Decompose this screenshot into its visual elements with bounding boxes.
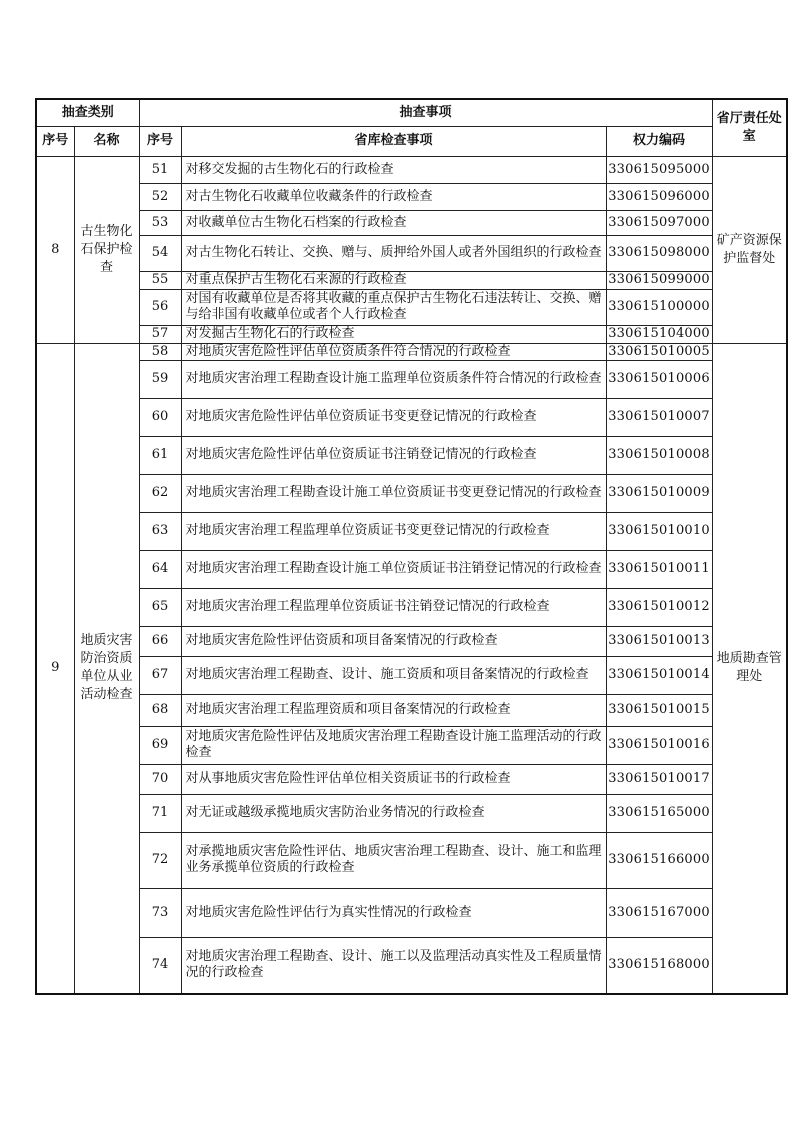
item-code: 330615168000 bbox=[606, 937, 712, 994]
item-text: 对无证或越级承揽地质灾害防治业务情况的行政检查 bbox=[181, 794, 606, 832]
group-dept: 矿产资源保护监督处 bbox=[712, 156, 787, 343]
header-matters: 抽查事项 bbox=[139, 99, 712, 126]
table-row bbox=[36, 183, 787, 210]
item-seq: 68 bbox=[139, 694, 181, 726]
item-text: 对地质灾害危险性评估行为真实性情况的行政检查 bbox=[181, 888, 606, 937]
item-code: 330615166000 bbox=[606, 832, 712, 888]
item-text: 对移交发掘的古生物化石的行政检查 bbox=[181, 156, 606, 183]
group-name: 古生物化石保护检查 bbox=[74, 156, 139, 343]
header-item: 省库检查事项 bbox=[181, 126, 606, 156]
table-row bbox=[36, 474, 787, 512]
item-seq: 65 bbox=[139, 588, 181, 626]
item-text: 对地质灾害危险性评估单位资质证书变更登记情况的行政检查 bbox=[181, 398, 606, 436]
item-text: 对承揽地质灾害危险性评估、地质灾害治理工程勘查、设计、施工和监理业务承揽单位资质的行政检查 bbox=[181, 832, 606, 888]
table-row bbox=[36, 888, 787, 937]
table-row bbox=[36, 726, 787, 764]
item-text: 对地质灾害治理工程勘查、设计、施工以及监理活动真实性及工程质量情况的行政检查 bbox=[181, 937, 606, 994]
item-code: 330615165000 bbox=[606, 794, 712, 832]
item-seq: 60 bbox=[139, 398, 181, 436]
item-seq: 52 bbox=[139, 183, 181, 210]
item-code: 330615010014 bbox=[606, 656, 712, 694]
item-seq: 74 bbox=[139, 937, 181, 994]
item-code: 330615098000 bbox=[606, 235, 712, 271]
table-row bbox=[36, 694, 787, 726]
item-text: 对地质灾害危险性评估资质和项目备案情况的行政检查 bbox=[181, 626, 606, 656]
item-seq: 67 bbox=[139, 656, 181, 694]
header-dept: 省厅责任处室 bbox=[712, 99, 787, 156]
item-text: 对古生物化石收藏单位收藏条件的行政检查 bbox=[181, 183, 606, 210]
item-text: 对地质灾害治理工程勘查设计施工监理单位资质条件符合情况的行政检查 bbox=[181, 360, 606, 398]
table-row bbox=[36, 398, 787, 436]
item-seq: 55 bbox=[139, 271, 181, 289]
item-seq: 71 bbox=[139, 794, 181, 832]
item-text: 对地质灾害危险性评估单位资质条件符合情况的行政检查 bbox=[181, 343, 606, 360]
item-code: 330615010005 bbox=[606, 343, 712, 360]
header-code: 权力编码 bbox=[606, 126, 712, 156]
table-row bbox=[36, 325, 787, 343]
header-name: 名称 bbox=[74, 126, 139, 156]
item-seq: 53 bbox=[139, 210, 181, 235]
item-text: 对从事地质灾害危险性评估单位相关资质证书的行政检查 bbox=[181, 764, 606, 794]
table-row bbox=[36, 656, 787, 694]
item-code: 330615010011 bbox=[606, 550, 712, 588]
item-text: 对地质灾害治理工程勘查设计施工单位资质证书变更登记情况的行政检查 bbox=[181, 474, 606, 512]
item-text: 对发掘古生物化石的行政检查 bbox=[181, 325, 606, 343]
item-code: 330615010008 bbox=[606, 436, 712, 474]
item-seq: 57 bbox=[139, 325, 181, 343]
item-seq: 51 bbox=[139, 156, 181, 183]
table-row bbox=[36, 271, 787, 289]
item-seq: 58 bbox=[139, 343, 181, 360]
item-text: 对地质灾害治理工程勘查、设计、施工资质和项目备案情况的行政检查 bbox=[181, 656, 606, 694]
item-seq: 72 bbox=[139, 832, 181, 888]
item-text: 对收藏单位古生物化石档案的行政检查 bbox=[181, 210, 606, 235]
item-code: 330615010009 bbox=[606, 474, 712, 512]
group-name: 地质灾害防治资质单位从业活动检查 bbox=[74, 343, 139, 994]
table-row bbox=[36, 512, 787, 550]
item-seq: 62 bbox=[139, 474, 181, 512]
item-code: 330615010015 bbox=[606, 694, 712, 726]
table-row bbox=[36, 550, 787, 588]
item-code: 330615167000 bbox=[606, 888, 712, 937]
header-seq: 序号 bbox=[36, 126, 74, 156]
item-text: 对地质灾害治理工程监理单位资质证书变更登记情况的行政检查 bbox=[181, 512, 606, 550]
item-code: 330615099000 bbox=[606, 271, 712, 289]
item-seq: 56 bbox=[139, 289, 181, 325]
table-row bbox=[36, 588, 787, 626]
item-code: 330615097000 bbox=[606, 210, 712, 235]
item-code: 330615100000 bbox=[606, 289, 712, 325]
group-dept: 地质勘查管理处 bbox=[712, 343, 787, 994]
table-row bbox=[36, 937, 787, 994]
item-seq: 63 bbox=[139, 512, 181, 550]
item-text: 对地质灾害危险性评估及地质灾害治理工程勘查设计施工监理活动的行政检查 bbox=[181, 726, 606, 764]
item-seq: 73 bbox=[139, 888, 181, 937]
header-category: 抽查类别 bbox=[36, 99, 139, 126]
item-text: 对重点保护古生物化石来源的行政检查 bbox=[181, 271, 606, 289]
item-code: 330615010007 bbox=[606, 398, 712, 436]
group-seq: 8 bbox=[36, 156, 74, 343]
inspection-table bbox=[35, 98, 788, 995]
table-row bbox=[36, 360, 787, 398]
item-seq: 59 bbox=[139, 360, 181, 398]
table-row bbox=[36, 289, 787, 325]
table-row bbox=[36, 794, 787, 832]
item-code: 330615010012 bbox=[606, 588, 712, 626]
table-row bbox=[36, 832, 787, 888]
item-code: 330615010016 bbox=[606, 726, 712, 764]
item-code: 330615010010 bbox=[606, 512, 712, 550]
item-text: 对地质灾害治理工程监理资质和项目备案情况的行政检查 bbox=[181, 694, 606, 726]
header-item-seq: 序号 bbox=[139, 126, 181, 156]
item-text: 对古生物化石转让、交换、赠与、质押给外国人或者外国组织的行政检查 bbox=[181, 235, 606, 271]
table-row bbox=[36, 764, 787, 794]
item-seq: 70 bbox=[139, 764, 181, 794]
item-text: 对地质灾害危险性评估单位资质证书注销登记情况的行政检查 bbox=[181, 436, 606, 474]
item-text: 对国有收藏单位是否将其收藏的重点保护古生物化石违法转让、交换、赠与给非国有收藏单位或者个人行政检查 bbox=[181, 289, 606, 325]
item-code: 330615096000 bbox=[606, 183, 712, 210]
item-text: 对地质灾害治理工程监理单位资质证书注销登记情况的行政检查 bbox=[181, 588, 606, 626]
item-seq: 54 bbox=[139, 235, 181, 271]
table-row bbox=[36, 210, 787, 235]
item-seq: 66 bbox=[139, 626, 181, 656]
item-code: 330615010006 bbox=[606, 360, 712, 398]
item-seq: 69 bbox=[139, 726, 181, 764]
table-row bbox=[36, 626, 787, 656]
table-row bbox=[36, 343, 787, 360]
item-code: 330615104000 bbox=[606, 325, 712, 343]
item-code: 330615010013 bbox=[606, 626, 712, 656]
item-seq: 64 bbox=[139, 550, 181, 588]
item-seq: 61 bbox=[139, 436, 181, 474]
table-row bbox=[36, 156, 787, 183]
item-code: 330615095000 bbox=[606, 156, 712, 183]
group-seq: 9 bbox=[36, 343, 74, 994]
item-code: 330615010017 bbox=[606, 764, 712, 794]
table-row bbox=[36, 436, 787, 474]
item-text: 对地质灾害治理工程勘查设计施工单位资质证书注销登记情况的行政检查 bbox=[181, 550, 606, 588]
table-row bbox=[36, 235, 787, 271]
